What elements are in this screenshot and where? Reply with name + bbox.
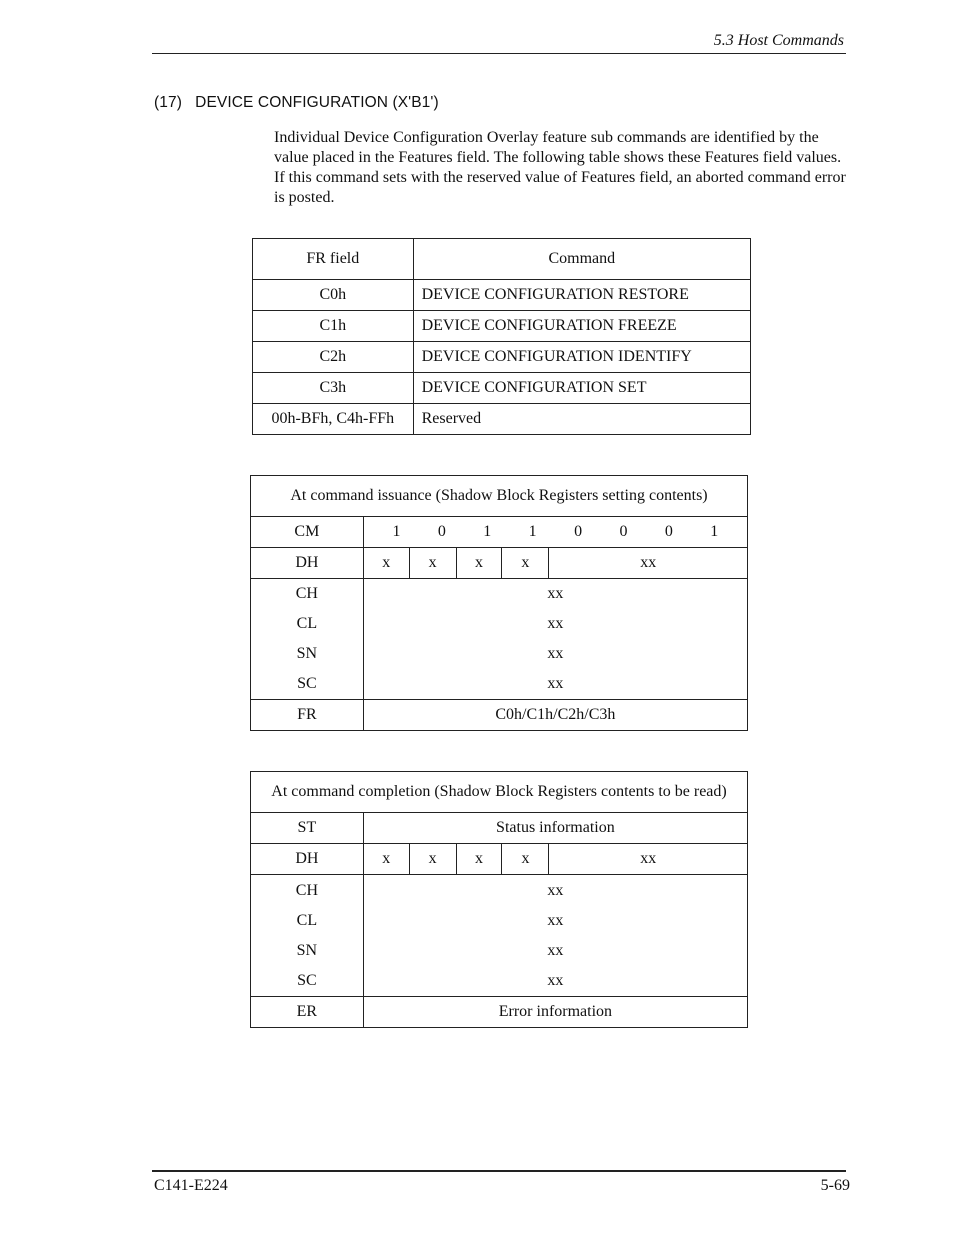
reg-value: xx [547, 881, 564, 899]
intro-paragraph: Individual Device Configuration Overlay feature sub commands are identified by the value placed in the Features field. The following table shows these Features field values. If this command sets with the reserved value of Features field, an aborted command error is posted. [274, 129, 846, 206]
reg-value: xx [547, 675, 564, 692]
reg-value: xx [547, 645, 564, 662]
reg-value: xx [547, 585, 564, 602]
command-name: DEVICE CONFIGURATION FREEZE [413, 311, 750, 342]
fr-value: 00h-BFh, C4h-FFh [253, 404, 414, 435]
col-header-command: Command [413, 239, 750, 280]
reg-label: DH [251, 844, 364, 875]
dh-bit: x [502, 844, 549, 875]
command-name: DEVICE CONFIGURATION IDENTIFY [413, 342, 750, 373]
reg-labels [251, 579, 364, 700]
completion-table [250, 771, 748, 1028]
reg-label: CH [295, 585, 318, 602]
doc-id: C141-E224 [154, 1177, 228, 1194]
reg-labels [251, 875, 364, 997]
reg-label: CH [295, 881, 318, 899]
section-title: (17) DEVICE CONFIGURATION (X'B1') [154, 94, 439, 111]
cm-bit: 0 [574, 523, 583, 540]
cm-bit: 1 [528, 523, 537, 540]
dh-bit: x [502, 548, 549, 579]
cm-bit: 0 [619, 523, 628, 540]
cm-bit: 1 [392, 523, 401, 540]
reg-label: ST [251, 813, 364, 844]
running-header: 5.3 Host Commands [713, 32, 844, 49]
status-info: Status information [363, 813, 747, 844]
reg-label: CL [296, 911, 318, 929]
dh-rest: xx [549, 548, 748, 579]
dh-bit: x [363, 844, 409, 875]
page-number: 5-69 [820, 1177, 850, 1194]
issuance-title: At command issuance (Shadow Block Registers setting contents) [251, 476, 748, 517]
footer-rule [152, 1170, 846, 1172]
reg-label: CM [251, 517, 364, 548]
reg-values [363, 875, 747, 997]
fr-value: C1h [253, 311, 414, 342]
reg-label: FR [251, 700, 364, 731]
dh-rest: xx [549, 844, 748, 875]
cm-bit: 1 [710, 523, 719, 540]
cm-bit: 0 [664, 523, 673, 540]
features-table [252, 238, 751, 435]
cm-bit: 1 [483, 523, 492, 540]
cm-bits [364, 523, 747, 541]
completion-title: At command completion (Shadow Block Registers contents to be read) [251, 772, 748, 813]
reg-value: xx [547, 971, 564, 989]
reg-value: xx [547, 615, 564, 632]
dh-bit: x [363, 548, 409, 579]
command-name: DEVICE CONFIGURATION SET [413, 373, 750, 404]
fr-values: C0h/C1h/C2h/C3h [363, 700, 747, 731]
fr-value: C0h [253, 280, 414, 311]
reg-label: CL [296, 615, 318, 632]
reg-label: SC [297, 971, 317, 989]
cm-bit: 0 [437, 523, 446, 540]
reg-value: xx [547, 941, 564, 959]
header-rule [152, 53, 846, 54]
fr-value: C2h [253, 342, 414, 373]
command-name: Reserved [413, 404, 750, 435]
issuance-table [250, 475, 748, 731]
reg-value: xx [547, 911, 564, 929]
dh-bit: x [456, 844, 502, 875]
reg-label: ER [251, 997, 364, 1028]
reg-label: SN [296, 645, 318, 662]
dh-bit: x [409, 548, 456, 579]
command-name: DEVICE CONFIGURATION RESTORE [413, 280, 750, 311]
reg-label: SC [297, 675, 317, 692]
fr-value: C3h [253, 373, 414, 404]
reg-label: DH [251, 548, 364, 579]
dh-bit: x [456, 548, 502, 579]
reg-label: SN [296, 941, 318, 959]
reg-values [363, 579, 747, 700]
error-info: Error information [363, 997, 747, 1028]
col-header-fr: FR field [253, 239, 414, 280]
dh-bit: x [409, 844, 456, 875]
